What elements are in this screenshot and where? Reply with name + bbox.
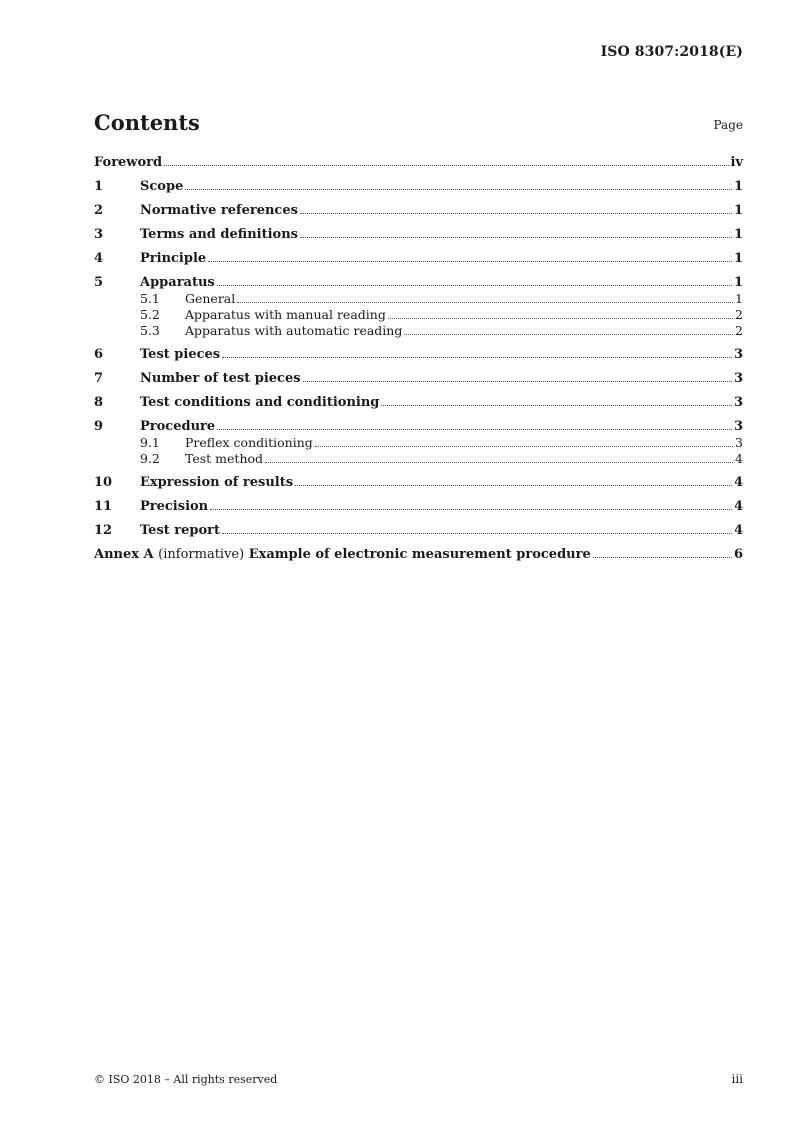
leader-dots	[388, 318, 733, 319]
toc-title: Foreword	[94, 155, 163, 170]
toc-page: 3	[733, 347, 743, 362]
leader-dots	[295, 485, 732, 486]
toc-title: Principle	[140, 251, 207, 266]
leader-dots	[315, 446, 733, 447]
toc-number: 6	[94, 347, 104, 362]
toc-entry-12[interactable]	[94, 522, 743, 539]
leader-dots	[217, 285, 732, 286]
toc-title: Number of test pieces	[140, 371, 301, 386]
toc-number: 1	[94, 179, 104, 194]
toc-number: 9.1	[140, 435, 160, 450]
toc-title: Expression of results	[140, 475, 294, 490]
annex-label: Annex A	[94, 547, 154, 562]
leader-dots	[164, 165, 728, 166]
toc-page: 4	[733, 475, 743, 490]
toc-title: Apparatus with automatic reading	[185, 323, 403, 338]
toc-number: 9	[94, 419, 104, 434]
toc-title: Test method	[185, 451, 264, 466]
toc-page: 4	[735, 451, 743, 466]
leader-dots	[208, 261, 732, 262]
toc-title: Terms and definitions	[140, 227, 298, 242]
leader-dots	[222, 533, 732, 534]
toc-title	[94, 546, 591, 563]
toc-entry-1[interactable]	[94, 178, 743, 195]
leader-dots	[300, 237, 732, 238]
toc-title: Procedure	[140, 419, 216, 434]
toc-entry-9[interactable]	[94, 418, 743, 435]
toc-number: 5	[94, 275, 104, 290]
leader-dots	[300, 213, 732, 214]
toc-title: Apparatus	[140, 275, 215, 290]
leader-dots	[185, 189, 732, 190]
leader-dots	[222, 357, 732, 358]
toc-title: Normative references	[140, 203, 298, 218]
annex-informative-label: (informative)	[158, 547, 245, 562]
toc-page: 1	[733, 179, 743, 194]
leader-dots	[381, 405, 732, 406]
toc-number: 7	[94, 371, 104, 386]
toc-page: 3	[735, 435, 743, 450]
contents-title: Contents	[94, 110, 200, 135]
toc-page: 1	[733, 275, 743, 290]
toc-entry-11[interactable]	[94, 498, 743, 515]
toc-number: 11	[94, 499, 113, 514]
toc-title: Test conditions and conditioning	[140, 395, 380, 410]
toc-page: 4	[733, 499, 743, 514]
toc-entry-5-1[interactable]	[94, 291, 743, 307]
toc-number: 9.2	[140, 451, 160, 466]
toc-entry-foreword[interactable]	[94, 154, 743, 171]
toc-page: 1	[733, 251, 743, 266]
toc-title: Preflex conditioning	[185, 435, 313, 450]
table-of-contents	[94, 154, 743, 563]
toc-number: 3	[94, 227, 104, 242]
toc-entry-3[interactable]	[94, 226, 743, 243]
annex-title: Example of electronic measurement procedure	[248, 547, 591, 562]
document-id: ISO 8307:2018(E)	[600, 44, 743, 60]
toc-page: 2	[735, 307, 743, 322]
toc-title: Test report	[140, 523, 221, 538]
toc-number: 4	[94, 251, 104, 266]
leader-dots	[210, 509, 732, 510]
toc-title: General	[185, 291, 236, 306]
toc-entry-5-2[interactable]	[94, 307, 743, 323]
leader-dots	[265, 462, 733, 463]
copyright-notice: © ISO 2018 – All rights reserved	[94, 1073, 278, 1086]
toc-entry-10[interactable]	[94, 474, 743, 491]
toc-entry-2[interactable]	[94, 202, 743, 219]
toc-page: 1	[733, 227, 743, 242]
toc-page: 6	[733, 547, 743, 562]
toc-entry-9-2[interactable]	[94, 451, 743, 467]
toc-entry-5[interactable]	[94, 274, 743, 291]
toc-number: 5.3	[140, 323, 160, 338]
toc-entry-4[interactable]	[94, 250, 743, 267]
toc-page: 3	[733, 419, 743, 434]
toc-title: Apparatus with manual reading	[185, 307, 386, 322]
page-column-label: Page	[713, 118, 743, 132]
leader-dots	[237, 302, 733, 303]
toc-page: 1	[733, 203, 743, 218]
leader-dots	[404, 334, 733, 335]
toc-title: Scope	[140, 179, 184, 194]
toc-entry-7[interactable]	[94, 370, 743, 387]
toc-page: 3	[733, 371, 743, 386]
toc-page: iv	[730, 155, 743, 170]
toc-entry-6[interactable]	[94, 346, 743, 363]
toc-entry-9-1[interactable]	[94, 435, 743, 451]
toc-page: 3	[733, 395, 743, 410]
toc-number: 5.1	[140, 291, 160, 306]
toc-number: 12	[94, 523, 113, 538]
toc-title: Test pieces	[140, 347, 221, 362]
leader-dots	[593, 557, 732, 558]
toc-entry-8[interactable]	[94, 394, 743, 411]
leader-dots	[217, 429, 732, 430]
toc-page: 1	[735, 291, 743, 306]
toc-number: 8	[94, 395, 104, 410]
toc-number: 2	[94, 203, 104, 218]
toc-entry-annex-a[interactable]	[94, 546, 743, 563]
leader-dots	[303, 381, 732, 382]
toc-page: 2	[735, 323, 743, 338]
toc-number: 5.2	[140, 307, 160, 322]
page-number: iii	[731, 1072, 743, 1086]
toc-entry-5-3[interactable]	[94, 323, 743, 339]
toc-number: 10	[94, 475, 113, 490]
toc-title: Precision	[140, 499, 209, 514]
toc-page: 4	[733, 523, 743, 538]
